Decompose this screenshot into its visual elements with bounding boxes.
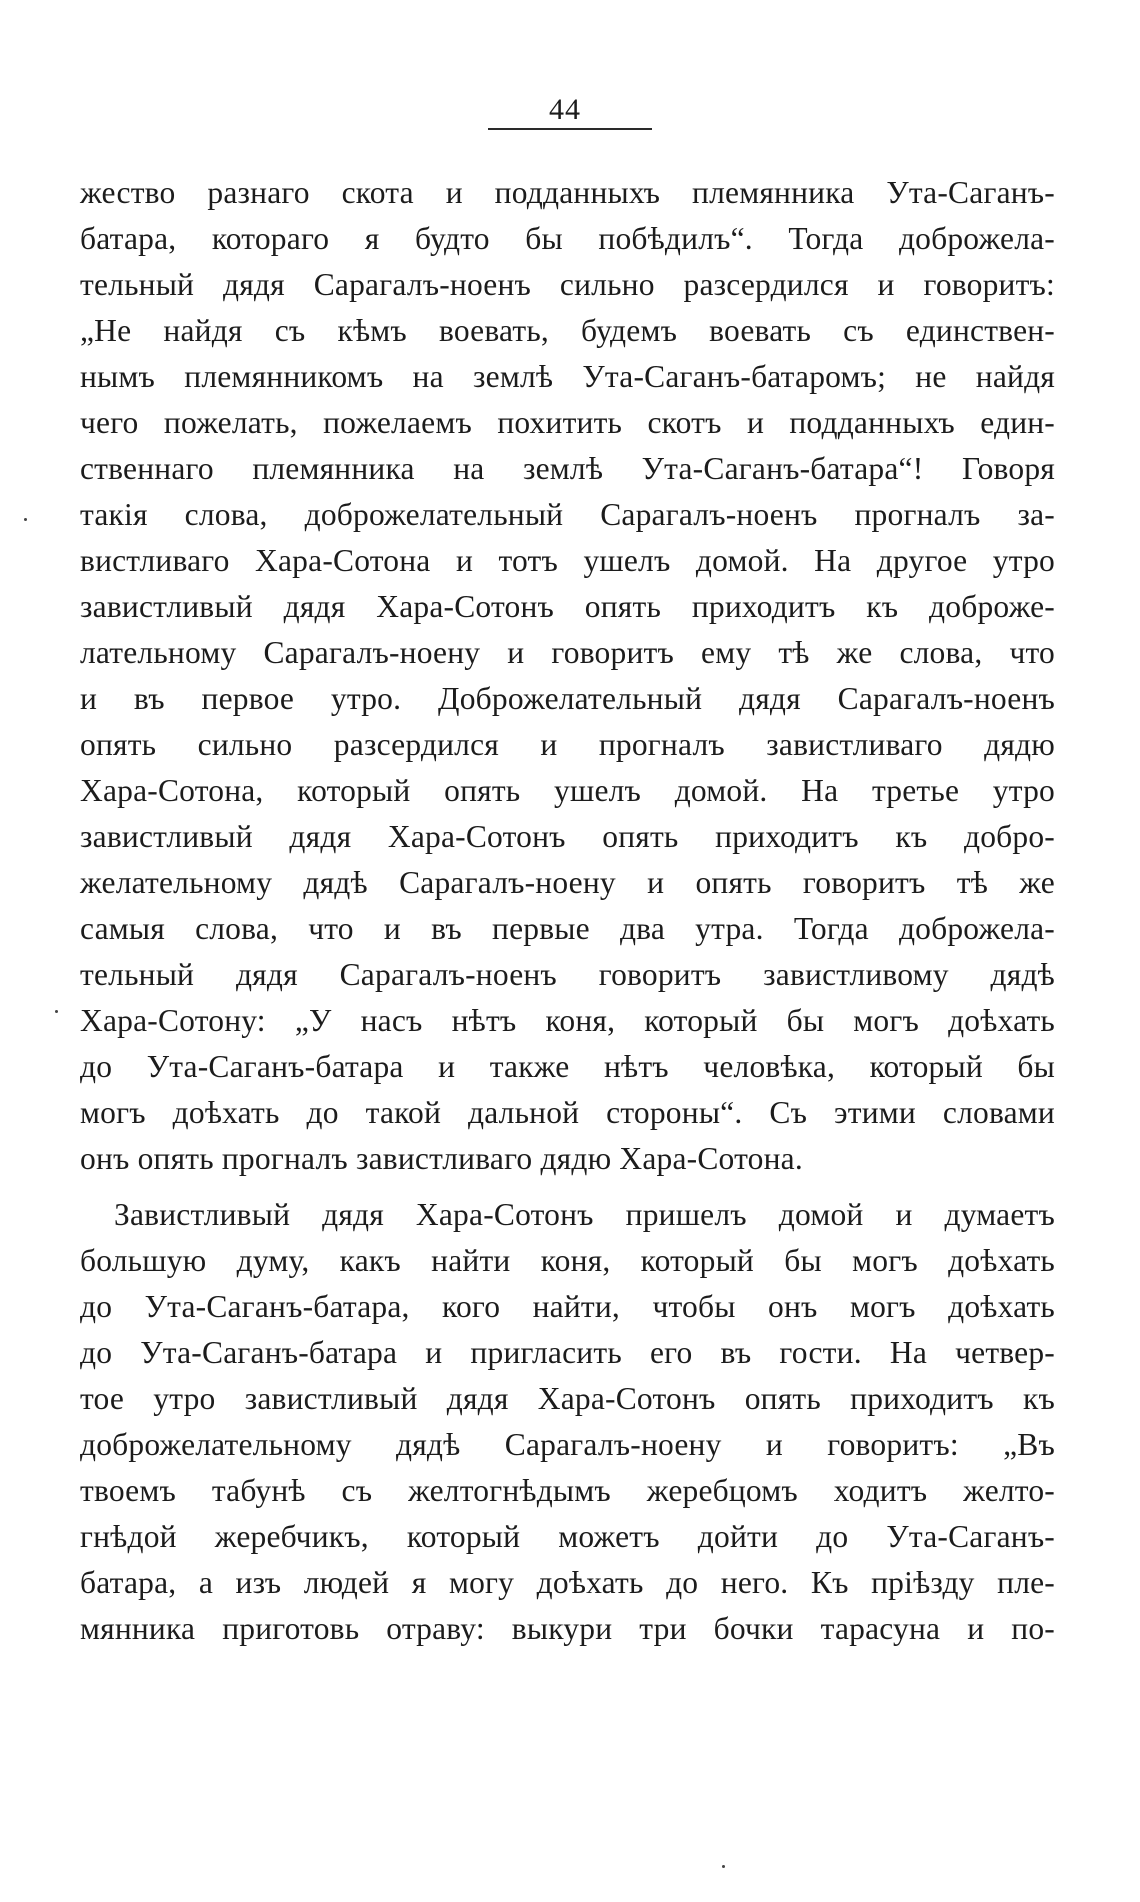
text-line: ственнаго племянника на землѣ Ута-Саганъ-батара“! Говоря xyxy=(80,451,1055,486)
text-line: завистливый дядя Хара-Сотонъ опять приходитъ къ доброже- xyxy=(80,589,1055,624)
text-line: самыя слова, что и въ первые два утра. Тогда доброжела- xyxy=(80,911,1055,946)
print-speck xyxy=(55,1010,58,1013)
text-line: такія слова, доброжелательный Сарагалъ-ноенъ прогналъ за- xyxy=(80,497,1055,532)
text-line: до Ута-Саганъ-батара и также нѣтъ человѣка, который бы xyxy=(80,1049,1055,1084)
print-speck xyxy=(722,1865,725,1868)
paragraph-2 xyxy=(80,1192,1055,1652)
text-line: лательному Сарагалъ-ноену и говоритъ ему тѣ же слова, что xyxy=(80,635,1055,670)
text-line: мянника приготовь отраву: выкури три бочки тарасуна и по- xyxy=(80,1611,1055,1646)
text-line: гнѣдой жеребчикъ, который можетъ дойти до Ута-Саганъ- xyxy=(80,1519,1055,1554)
text-line: Хара-Сотону: „У насъ нѣтъ коня, который бы могъ доѣхать xyxy=(80,1003,1055,1038)
page-number: 44 xyxy=(549,93,581,126)
text-line: до Ута-Саганъ-батара и пригласить его въ гости. На четвер- xyxy=(80,1335,1055,1370)
text-line: завистливый дядя Хара-Сотонъ опять приходитъ къ добро- xyxy=(80,819,1055,854)
text-line: и въ первое утро. Доброжелательный дядя Сарагалъ-ноенъ xyxy=(80,681,1055,716)
text-line: онъ опять прогналъ завистливаго дядю Хара-Сотона. xyxy=(80,1141,803,1176)
text-line: большую думу, какъ найти коня, который бы могъ доѣхать xyxy=(80,1243,1055,1278)
text-line: тельный дядя Сарагалъ-ноенъ сильно разсердился и говоритъ: xyxy=(80,267,1055,302)
text-line: вистливаго Хара-Сотона и тотъ ушелъ домой. На другое утро xyxy=(80,543,1055,578)
print-speck xyxy=(24,518,27,521)
text-line: „Не найдя съ кѣмъ воевать, будемъ воевать съ единствен- xyxy=(80,313,1055,348)
text-line: желательному дядѣ Сарагалъ-ноену и опять говоритъ тѣ же xyxy=(80,865,1055,900)
text-line: опять сильно разсердился и прогналъ завистливаго дядю xyxy=(80,727,1055,762)
text-line: батара, а изъ людей я могу доѣхать до него. Къ пріѣзду пле- xyxy=(80,1565,1055,1600)
text-line: до Ута-Саганъ-батара, кого найти, чтобы онъ могъ доѣхать xyxy=(80,1289,1055,1324)
text-line: Завистливый дядя Хара-Сотонъ пришелъ домой и думаетъ xyxy=(114,1197,1055,1232)
text-line: тое утро завистливый дядя Хара-Сотонъ опять приходитъ къ xyxy=(80,1381,1055,1416)
body-text xyxy=(80,170,1055,1652)
paragraph-gap xyxy=(80,1182,1055,1192)
page-number-rule xyxy=(488,128,652,130)
text-line: твоемъ табунѣ съ желтогнѣдымъ жеребцомъ ходитъ желто- xyxy=(80,1473,1055,1508)
text-line: Хара-Сотона, который опять ушелъ домой. На третье утро xyxy=(80,773,1055,808)
text-line: нымъ племянникомъ на землѣ Ута-Саганъ-батаромъ; не найдя xyxy=(80,359,1055,394)
text-line: жество разнаго скота и подданныхъ племянника Ута-Саганъ- xyxy=(80,175,1055,210)
text-line: тельный дядя Сарагалъ-ноенъ говоритъ завистливому дядѣ xyxy=(80,957,1055,992)
text-line: батара, котораго я будто бы побѣдилъ“. Тогда доброжела- xyxy=(80,221,1055,256)
text-line: доброжелательному дядѣ Сарагалъ-ноену и говоритъ: „Въ xyxy=(80,1427,1055,1462)
paragraph-1 xyxy=(80,170,1055,1182)
text-line: чего пожелать, пожелаемъ похитить скотъ и подданныхъ един- xyxy=(80,405,1055,440)
text-line: могъ доѣхать до такой дальной стороны“. Съ этими словами xyxy=(80,1095,1055,1130)
